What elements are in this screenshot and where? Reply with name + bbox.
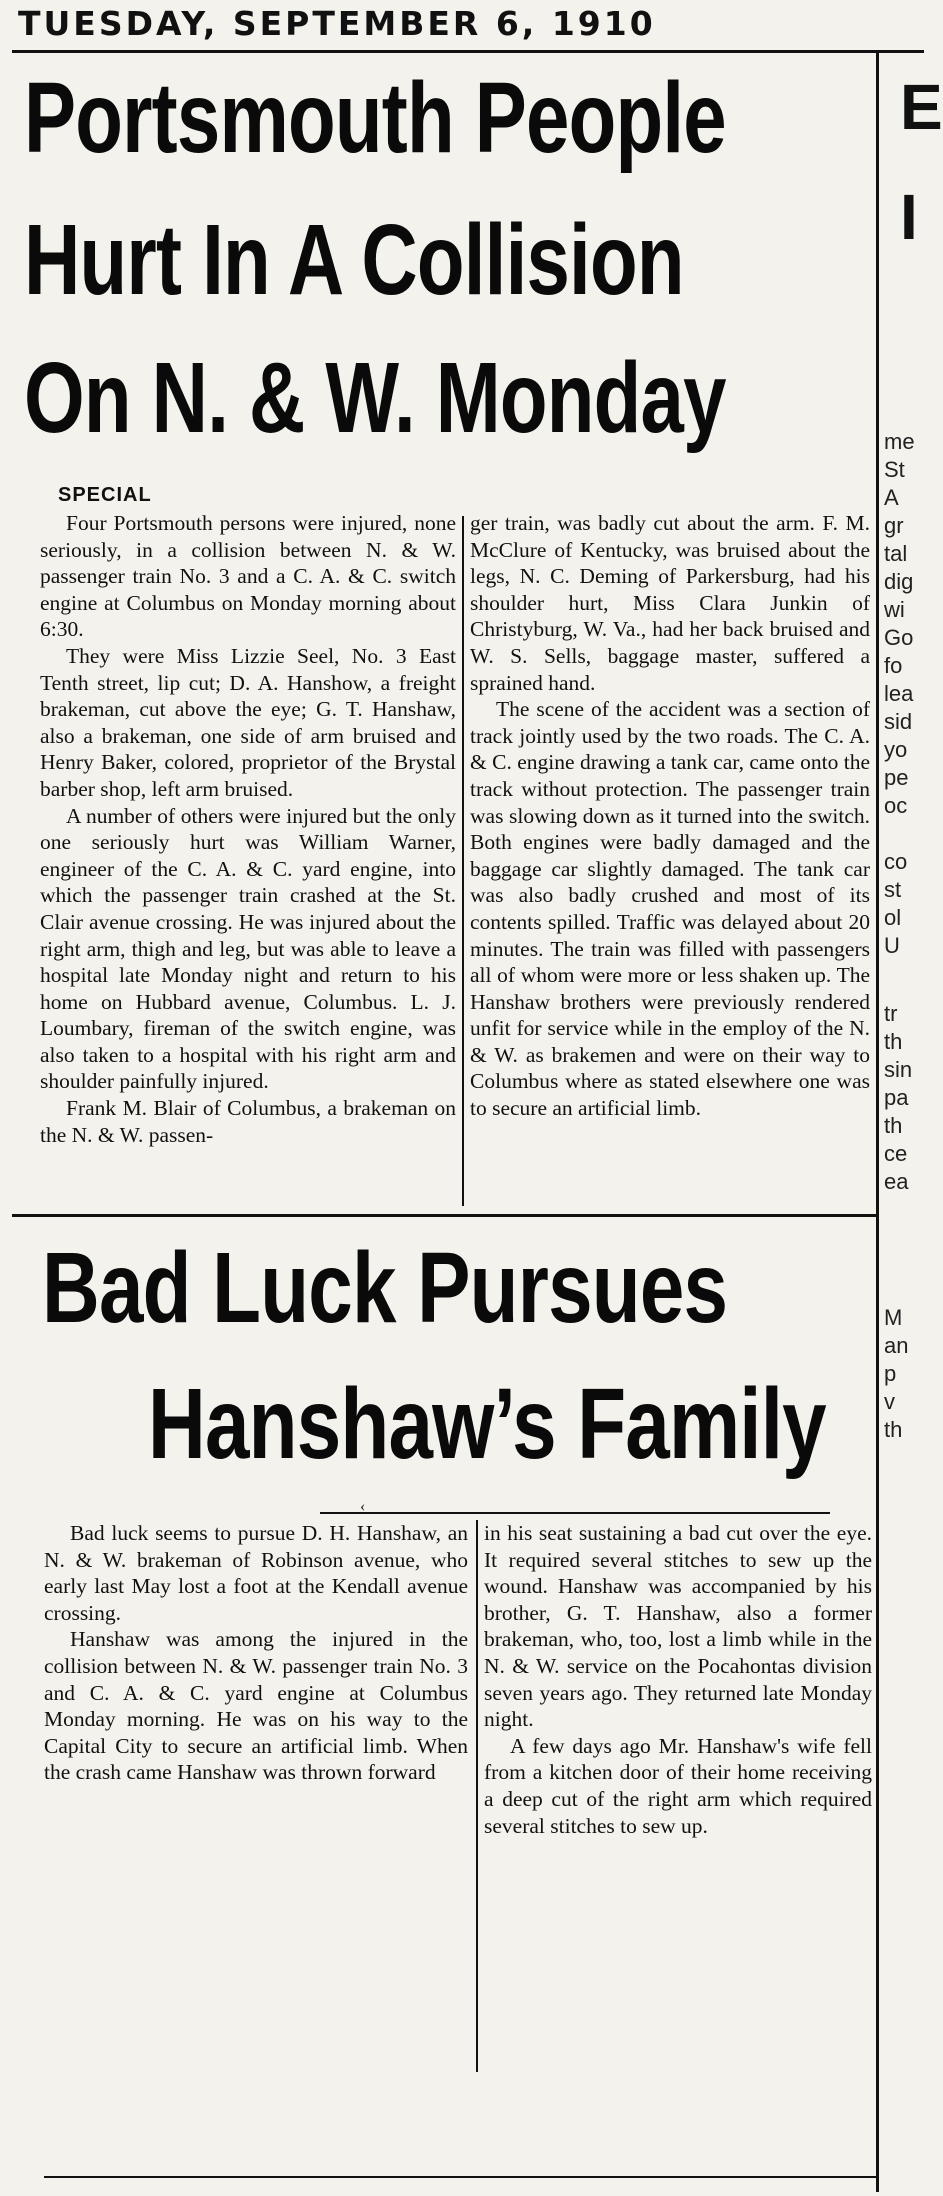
kicker: SPECIAL [58, 484, 152, 506]
story1-column-1 [40, 510, 456, 1210]
edge-fragment: th [884, 1029, 903, 1054]
headline-line-2: Hurt In A Collision [24, 204, 684, 316]
dateline-rule [12, 50, 924, 53]
edge-fragment: sid [884, 709, 913, 734]
right-column-divider [876, 52, 879, 2192]
edge-fragment: fo [884, 653, 903, 678]
edge-fragment: St [884, 457, 905, 482]
dagger-mark: ‹ [360, 1498, 366, 1515]
edge-fragment: pa [884, 1085, 909, 1110]
paragraph: Bad luck seems to pursue D. H. Hanshaw, an N. & W. brakeman of Robinson avenue, who early last May lost a foot at the Kendall avenue crossing. [44, 1521, 468, 1625]
story1-column-2 [470, 510, 870, 1210]
story-separator [12, 1214, 876, 1217]
headline-line-1: Portsmouth People [24, 62, 726, 174]
headline2-underline [320, 1512, 830, 1514]
story2-column-1 [44, 1520, 468, 2080]
paragraph: A few days ago Mr. Hanshaw's wife fell from a kitchen door of their home receiving a deep cut of the right arm which required several stitches to sew up. [484, 1733, 872, 1838]
edge-fragment: th [884, 1417, 903, 1442]
column-rule [476, 1520, 478, 2072]
edge-fragment: gr [884, 513, 904, 538]
edge-fragment: th [884, 1113, 903, 1138]
edge-fragment: yo [884, 737, 908, 762]
edge-fragment: me [884, 429, 915, 454]
edge-fragment: pe [884, 765, 909, 790]
headline2-line-2: Hanshaw’s Family [148, 1368, 826, 1480]
edge-headline-letter: E [900, 71, 943, 143]
edge-fragment: p [884, 1361, 897, 1386]
edge-fragment: sin [884, 1057, 913, 1082]
edge-fragment: an [884, 1333, 909, 1358]
edge-fragment: U [884, 933, 900, 958]
paragraph: The scene of the accident was a section of track jointly used by the two roads. The C. A. & C. engine drawing a tank car, came onto the track without protection. The passenger train was slowing down as it turned into the switch. Both engines were badly damaged and the baggage car slightly damaged. The tank car was also badly crushed and most of its contents spilled. Traffic was delayed about 20 minutes. The train was filled with passengers all of whom were more or less shaken up. The Hanshaw brothers were previously rendered unfit for service while in the employ of the N. & W. as brakemen and were on their way to Columbus where as stated elsewhere one was to secure an artificial limb. [470, 697, 870, 1121]
bottom-rule [44, 2176, 876, 2178]
edge-fragment: co [884, 849, 908, 874]
edge-fragment: lea [884, 681, 914, 706]
paragraph: Hanshaw was among the injured in the collision between N. & W. passenger train No. 3 and C. A. & C. yard engine at Columbus Monday morning. He was on his way to the Capital City to secure an artificial limb. When the crash came Hanshaw was thrown forward [44, 1627, 468, 1785]
headline-line-3: On N. & W. Monday [24, 342, 726, 454]
edge-fragment: tr [884, 1001, 898, 1026]
edge-fragment: ce [884, 1141, 908, 1166]
paragraph: A number of others were injured but the only one seriously hurt was William Warner, engineer of the C. A. & C. yard engine, into which the passenger train crashed at the St. Clair avenue crossing. He was injured about the right arm, thigh and leg, but was able to leave a hospital late Monday night and return to his home on Hubbard avenue, Columbus. L. J. Loumbary, fireman of the switch engine, was also taken to a hospital with his right arm and shoulder painfully injured. [40, 803, 456, 1094]
edge-fragment: tal [884, 541, 908, 566]
paragraph: Frank M. Blair of Columbus, a brakeman on the N. & W. passen- [40, 1096, 456, 1147]
edge-fragment: A [884, 485, 899, 510]
paragraph: in his seat sustaining a bad cut over the eye. It required several stitches to sew up the wound. Hanshaw was accompanied by his brother, G. T. Hanshaw, also a former brakeman, who, too, lost a limb while in the N. & W. service on the Pocahontas division seven years ago. They returned late Monday night. [484, 1521, 872, 1732]
dateline: TUESDAY, SEPTEMBER 6, 1910 [18, 4, 656, 43]
paragraph: Four Portsmouth persons were injured, none seriously, in a collision between N. & W. passenger train No. 3 and a C. A. & C. switch engine at Columbus on Monday morning about 6:30. [40, 511, 456, 642]
edge-fragment: M [884, 1305, 903, 1330]
edge-fragment: v [884, 1389, 895, 1414]
headline2-line-1: Bad Luck Pursues [42, 1232, 728, 1344]
paragraph: ger train, was badly cut about the arm. F. M. McClure of Kentucky, was bruised about the legs, N. C. Deming of Parkersburg, had his shoulder hurt, Miss Clara Junkin of Christyburg, W. Va., had her back bruised and W. S. Sells, baggage master, suffered a sprained hand. [470, 511, 870, 695]
edge-fragment: st [884, 877, 902, 902]
column-rule [462, 516, 464, 1206]
edge-fragment: wi [884, 597, 905, 622]
edge-fragment: ea [884, 1169, 909, 1194]
edge-fragment: oc [884, 793, 908, 818]
story2-column-2 [484, 1520, 872, 2080]
paragraph: They were Miss Lizzie Seel, No. 3 East Tenth street, lip cut; D. A. Hanshow, a freight brakeman, cut above the eye; G. T. Hanshaw, also a brakeman, one side of arm bruised and Henry Baker, colored, proprietor of the Brystal barber shop, left arm bruised. [40, 643, 456, 801]
edge-headline-letter: I [900, 181, 918, 253]
edge-fragment: Go [884, 625, 914, 650]
edge-fragment: dig [884, 569, 914, 594]
edge-fragment: ol [884, 905, 902, 930]
